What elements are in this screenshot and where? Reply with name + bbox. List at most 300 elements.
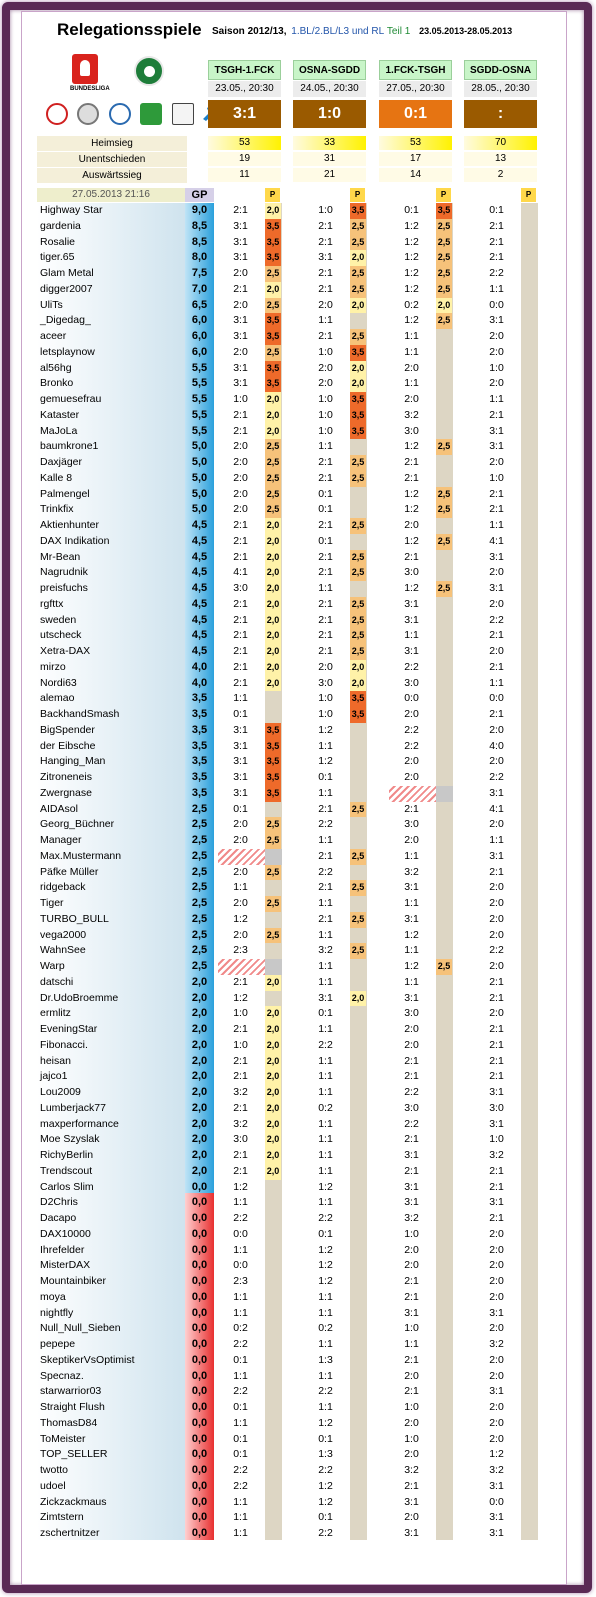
table-row	[22, 1022, 567, 1038]
player-points: 3,5	[265, 739, 281, 755]
player-gp: 0,0	[191, 1416, 208, 1429]
player-name: WahnSee	[40, 944, 86, 957]
player-points: 3,5	[265, 361, 281, 377]
player-points: 2,5	[265, 833, 281, 849]
player-gp: 2,0	[191, 1117, 208, 1130]
player-points: 3,5	[350, 707, 366, 723]
player-tip: 0:2	[404, 298, 419, 311]
player-gp: 2,5	[191, 849, 208, 862]
player-name: rgfttx	[40, 597, 64, 610]
player-tip: 3:1	[404, 881, 419, 894]
player-gp: 4,0	[191, 676, 208, 689]
player-tip: 1:1	[318, 1117, 333, 1130]
player-tip: 1:1	[318, 834, 333, 846]
table-row	[22, 345, 567, 361]
player-tip: 2:1	[318, 613, 333, 626]
table-row	[22, 786, 567, 802]
player-tip: 1:1	[404, 330, 419, 342]
player-tip: 2:0	[233, 298, 248, 311]
table-row	[22, 1290, 567, 1306]
player-tip: 1:1	[404, 629, 419, 642]
player-name: Dacapo	[40, 1212, 77, 1224]
player-name: aceer	[40, 330, 67, 342]
player-name: tiger.65	[40, 251, 75, 264]
player-points: 2,0	[350, 991, 366, 1007]
player-tip: 1:2	[404, 219, 419, 232]
player-tip: 1:1	[318, 1338, 333, 1350]
player-gp: 2,5	[191, 960, 208, 972]
player-tip: 1:1	[318, 739, 333, 752]
player-points: 2,5	[436, 534, 452, 550]
player-name: zschertnitzer	[40, 1527, 100, 1539]
player-tip: 4:0	[489, 739, 504, 752]
match-score: :	[464, 100, 537, 128]
player-tip: 2:2	[404, 739, 419, 752]
player-tip: 2:2	[318, 1385, 333, 1398]
player-name: Aktienhunter	[40, 519, 99, 531]
player-tip: 3:1	[318, 251, 333, 264]
table-row	[22, 991, 567, 1007]
player-tip: 3:1	[233, 377, 248, 390]
table-row	[22, 565, 567, 581]
player-points: 2,0	[265, 1085, 281, 1101]
player-tip: 0:0	[489, 692, 504, 705]
player-tip: 3:2	[233, 1086, 248, 1098]
player-tip: 2:0	[489, 345, 504, 358]
player-tip: 1:1	[318, 928, 333, 941]
player-tip: 1:1	[233, 692, 248, 705]
player-tip: 2:0	[489, 1416, 504, 1429]
player-points: 2,0	[265, 1069, 281, 1085]
table-row	[22, 802, 567, 818]
player-tip: 1:2	[318, 1495, 333, 1508]
table-row	[22, 1195, 567, 1211]
player-tip: 1:1	[233, 1495, 248, 1508]
player-tip: 2:0	[404, 834, 419, 846]
points-header: P	[265, 188, 280, 202]
player-tip: 1:0	[404, 1432, 419, 1445]
player-tip: 2:0	[318, 361, 333, 374]
player-name: utscheck	[40, 629, 82, 642]
player-tip: 2:2	[318, 818, 333, 831]
player-points: 2,0	[350, 298, 366, 314]
player-gp: 0,0	[191, 1479, 208, 1492]
player-name: RichyBerlin	[40, 1149, 94, 1161]
player-tip: 3:1	[404, 1306, 419, 1319]
table-row	[22, 439, 567, 455]
player-tip: 1:0	[404, 1401, 419, 1413]
player-tip: 1:1	[404, 377, 419, 390]
table-row	[22, 1258, 567, 1274]
player-tip: 1:1	[318, 1070, 333, 1083]
player-tip: 2:1	[318, 645, 333, 657]
player-gp: 3,5	[191, 708, 208, 720]
player-gp: 5,5	[191, 393, 208, 405]
player-tip: 3:0	[489, 1101, 504, 1114]
player-tip: 3:0	[404, 1007, 419, 1020]
player-tip: 2:2	[404, 723, 419, 736]
player-tip: 3:1	[233, 219, 248, 232]
player-gp: 4,5	[191, 613, 208, 626]
player-tip: 3:2	[404, 1212, 419, 1224]
table-row	[22, 250, 567, 266]
player-points: 2,5	[436, 282, 452, 298]
player-points: 2,0	[265, 613, 281, 629]
player-tip: 0:1	[318, 771, 333, 783]
player-tip: 0:1	[233, 1448, 248, 1461]
season-info	[212, 26, 512, 37]
player-tip: 2:1	[233, 424, 248, 437]
player-tip: 1:1	[233, 1527, 248, 1539]
player-tip: 0:1	[233, 1401, 248, 1413]
player-tip: 3:0	[233, 1133, 248, 1146]
player-tip: 3:1	[233, 723, 248, 736]
player-points: 2,5	[265, 471, 281, 487]
player-gp: 0,0	[191, 1511, 208, 1524]
player-tip: 3:1	[404, 645, 419, 657]
match-score: 0:1	[379, 100, 452, 128]
player-tip: 3:2	[233, 1117, 248, 1130]
player-name: Daxjäger	[40, 456, 83, 468]
player-tip: 2:1	[404, 1290, 419, 1303]
player-tip: 0:1	[318, 487, 333, 500]
player-points: 2,5	[265, 439, 281, 455]
player-points: 3,5	[350, 408, 366, 424]
player-tip: 0:0	[233, 1259, 248, 1272]
player-gp: 4,5	[191, 582, 208, 594]
player-tip: 2:0	[489, 377, 504, 390]
player-tip: 1:2	[318, 755, 333, 768]
player-name: mirzo	[40, 660, 66, 673]
player-tip: 3:2	[404, 408, 419, 421]
table-row	[22, 329, 567, 345]
player-name: TOP_SELLER	[40, 1448, 108, 1461]
player-gp: 2,0	[191, 1023, 208, 1035]
player-tip: 1:1	[233, 1416, 248, 1429]
player-tip: 2:2	[489, 944, 504, 957]
table-row	[22, 392, 567, 408]
table-row	[22, 676, 567, 692]
table-row	[22, 408, 567, 424]
player-tip: 1:1	[318, 1196, 333, 1209]
table-row	[22, 1400, 567, 1416]
player-tip: 2:2	[318, 1212, 333, 1224]
player-tip: 1:0	[318, 424, 333, 437]
player-tip: 2:0	[404, 1023, 419, 1035]
player-name: maxperformance	[40, 1117, 119, 1130]
missing-points	[436, 786, 453, 802]
table-row	[22, 534, 567, 550]
player-name: Null_Null_Sieben	[40, 1322, 121, 1335]
player-gp: 0,0	[191, 1369, 208, 1382]
player-tip: 2:1	[489, 219, 504, 232]
player-tip: 0:1	[318, 534, 333, 547]
player-name: Fibonacci.	[40, 1038, 88, 1051]
player-tip: 2:1	[404, 471, 419, 484]
table-row	[22, 1416, 567, 1432]
player-tip: 1:1	[489, 834, 504, 846]
player-tip: 2:1	[404, 1479, 419, 1492]
player-tip: 1:1	[318, 1149, 333, 1161]
player-tip: 2:2	[233, 1464, 248, 1476]
player-points: 2,5	[350, 849, 366, 865]
missing-points	[265, 849, 282, 865]
player-points: 2,5	[436, 250, 452, 266]
player-tip: 1:0	[489, 361, 504, 374]
player-tip: 2:2	[233, 1212, 248, 1224]
player-points: 2,0	[265, 1148, 281, 1164]
player-points: 2,0	[265, 408, 281, 424]
player-name: Carlos Slim	[40, 1180, 94, 1193]
player-points: 2,5	[350, 550, 366, 566]
player-tip: 1:1	[318, 1369, 333, 1382]
player-tip: 1:1	[318, 1290, 333, 1303]
player-points: 2,0	[265, 1164, 281, 1180]
player-points: 2,5	[436, 313, 452, 329]
player-points: 2,0	[265, 550, 281, 566]
table-row	[22, 1321, 567, 1337]
table-row	[22, 1384, 567, 1400]
player-tip: 2:0	[489, 330, 504, 342]
player-tip: 2:0	[404, 1369, 419, 1382]
player-tip: 1:2	[318, 1416, 333, 1429]
player-tip: 1:2	[318, 1259, 333, 1272]
player-tip: 2:1	[489, 487, 504, 500]
player-gp: 2,0	[191, 975, 208, 988]
player-points: 2,5	[265, 455, 281, 471]
player-name: der Eibsche	[40, 739, 96, 752]
player-tip: 2:1	[489, 708, 504, 720]
player-tip: 2:1	[489, 503, 504, 516]
player-tip: 1:1	[318, 1054, 333, 1067]
player-tip: 2:1	[404, 1353, 419, 1366]
player-points: 2,0	[265, 565, 281, 581]
player-tip: 3:2	[404, 1464, 419, 1476]
date-range: 23.05.2013-28.05.2013	[419, 26, 513, 36]
player-tip: 2:0	[404, 361, 419, 374]
player-points: 2,0	[265, 1038, 281, 1054]
player-name: alemao	[40, 692, 75, 705]
player-tip: 3:2	[489, 1149, 504, 1161]
player-points: 2,0	[265, 1054, 281, 1070]
player-gp: 8,0	[191, 251, 208, 264]
player-gp: 4,5	[191, 566, 208, 579]
player-tip: 2:0	[489, 1432, 504, 1445]
table-row	[22, 1117, 567, 1133]
player-name: TURBO_BULL	[40, 912, 109, 925]
player-points: 3,5	[436, 203, 452, 219]
player-gp: 0,0	[191, 1275, 208, 1287]
player-tip: 2:1	[318, 566, 333, 579]
player-tip: 0:2	[233, 1322, 248, 1335]
player-tip: 1:1	[404, 944, 419, 957]
player-points: 2,5	[436, 581, 452, 597]
player-gp: 2,0	[191, 1007, 208, 1020]
player-gp: 4,5	[191, 534, 208, 547]
runner-logo	[140, 103, 162, 125]
table-row	[22, 928, 567, 944]
player-tip: 2:1	[404, 1385, 419, 1398]
player-tip: 1:1	[233, 1290, 248, 1303]
player-tip: 2:0	[404, 1511, 419, 1524]
table-row	[22, 1180, 567, 1196]
player-tip: 2:1	[318, 456, 333, 468]
player-tip: 2:1	[233, 660, 248, 673]
player-tip: 2:2	[404, 1117, 419, 1130]
table-row	[22, 739, 567, 755]
player-tip: 2:1	[489, 408, 504, 421]
player-tip: 1:2	[233, 912, 248, 925]
player-gp: 3,5	[191, 723, 208, 736]
player-name: letsplaynow	[40, 345, 95, 358]
player-tip: 1:2	[489, 1448, 504, 1461]
player-tip: 1:2	[404, 314, 419, 327]
player-points: 2,5	[436, 487, 452, 503]
player-tip: 1:1	[233, 1306, 248, 1319]
player-tip: 3:0	[404, 676, 419, 689]
player-points: 3,5	[265, 250, 281, 266]
player-tip: 1:2	[404, 267, 419, 279]
player-tip: 3:1	[318, 991, 333, 1004]
table-row	[22, 203, 567, 219]
player-points: 2,0	[265, 676, 281, 692]
player-tip: 0:1	[318, 1432, 333, 1445]
player-gp: 2,0	[191, 1149, 208, 1161]
player-gp: 0,0	[191, 1338, 208, 1350]
player-points: 2,5	[436, 439, 452, 455]
player-points: 2,0	[265, 644, 281, 660]
player-tip: 2:0	[233, 503, 248, 516]
player-gp: 2,5	[191, 912, 208, 925]
player-tip: 1:1	[318, 582, 333, 594]
table-row	[22, 770, 567, 786]
player-gp: 2,0	[191, 1070, 208, 1083]
player-tip: 2:1	[489, 629, 504, 642]
points-header: P	[436, 188, 451, 202]
player-gp: 0,0	[191, 1243, 208, 1256]
player-name: baumkrone1	[40, 440, 99, 453]
player-tip: 3:1	[489, 1086, 504, 1098]
player-tip: 1:1	[233, 1243, 248, 1256]
player-tip: 0:1	[233, 1353, 248, 1366]
match-auswaertssieg-count: 14	[379, 168, 452, 182]
player-tip: 1:1	[489, 519, 504, 531]
player-tip: 2:1	[489, 991, 504, 1004]
player-gp: 6,0	[191, 345, 208, 358]
player-gp: 2,0	[191, 1133, 208, 1146]
player-name: ridgeback	[40, 881, 86, 894]
table-row	[22, 1101, 567, 1117]
table-row	[22, 865, 567, 881]
player-name: AIDAsol	[40, 802, 78, 815]
player-points: 2,0	[265, 581, 281, 597]
player-points: 2,5	[350, 644, 366, 660]
player-points: 2,5	[350, 455, 366, 471]
table-row	[22, 502, 567, 518]
table-row	[22, 943, 567, 959]
player-name: Zwergnase	[40, 786, 92, 799]
player-name: EveningStar	[40, 1023, 98, 1035]
player-tip: 3:1	[233, 786, 248, 799]
table-row	[22, 597, 567, 613]
player-tip: 1:0	[318, 408, 333, 421]
table-row	[22, 235, 567, 251]
player-tip: 2:0	[233, 267, 248, 279]
player-tip: 2:0	[318, 377, 333, 390]
player-name: DAX Indikation	[40, 534, 110, 547]
player-tip: 2:0	[489, 1401, 504, 1413]
player-tip: 1:2	[318, 1243, 333, 1256]
table-row	[22, 455, 567, 471]
match-heimsieg-count: 33	[293, 136, 366, 150]
player-tip: 1:2	[233, 1180, 248, 1193]
player-name: Palmengel	[40, 487, 90, 500]
player-tip: 3:1	[489, 849, 504, 862]
player-name: Kalle 8	[40, 471, 73, 484]
player-gp: 5,5	[191, 377, 208, 390]
player-points: 2,5	[265, 817, 281, 833]
player-tip: 3:0	[318, 676, 333, 689]
player-name: UliTs	[40, 298, 63, 311]
table-row	[22, 1069, 567, 1085]
player-tip: 0:2	[318, 1322, 333, 1335]
player-name: Tiger	[40, 897, 64, 909]
table-row	[22, 1447, 567, 1463]
player-tip: 2:0	[489, 1353, 504, 1366]
player-points: 2,0	[436, 298, 452, 314]
player-tip: 4:1	[489, 534, 504, 547]
player-tip: 1:1	[404, 1338, 419, 1350]
player-tip: 2:1	[318, 267, 333, 279]
player-gp: 3,5	[191, 692, 208, 705]
player-tip: 0:0	[489, 1495, 504, 1508]
player-tip: 2:0	[489, 960, 504, 972]
player-tip: 1:2	[404, 582, 419, 594]
player-tip: 2:1	[233, 408, 248, 421]
player-tip: 1:2	[404, 503, 419, 516]
player-tip: 1:2	[318, 1275, 333, 1287]
player-tip: 1:2	[404, 251, 419, 264]
player-tip: 2:1	[233, 1054, 248, 1067]
player-points: 2,5	[350, 471, 366, 487]
player-tip: 2:0	[233, 818, 248, 831]
player-tip: 1:2	[404, 487, 419, 500]
player-tip: 3:1	[404, 991, 419, 1004]
match-unentschieden-count: 31	[293, 152, 366, 166]
player-tip: 1:2	[404, 235, 419, 248]
player-tip: 2:2	[318, 1464, 333, 1476]
player-gp: 2,5	[191, 881, 208, 894]
table-row	[22, 361, 567, 377]
table-row	[22, 1526, 567, 1542]
player-points: 2,5	[436, 502, 452, 518]
player-tip: 2:0	[404, 393, 419, 405]
player-tip: 2:1	[404, 1070, 419, 1083]
player-tip: 2:1	[404, 456, 419, 468]
player-name: moya	[40, 1290, 66, 1303]
player-tip: 1:1	[404, 975, 419, 988]
table-row	[22, 219, 567, 235]
table-row	[22, 628, 567, 644]
player-points: 2,0	[265, 424, 281, 440]
player-tip: 2:2	[318, 1527, 333, 1539]
player-name: Xetra-DAX	[40, 645, 91, 657]
player-tip: 2:1	[318, 629, 333, 642]
player-tip: 1:2	[233, 991, 248, 1004]
player-tip: 2:0	[233, 834, 248, 846]
table-row	[22, 833, 567, 849]
player-name: heisan	[40, 1054, 71, 1067]
